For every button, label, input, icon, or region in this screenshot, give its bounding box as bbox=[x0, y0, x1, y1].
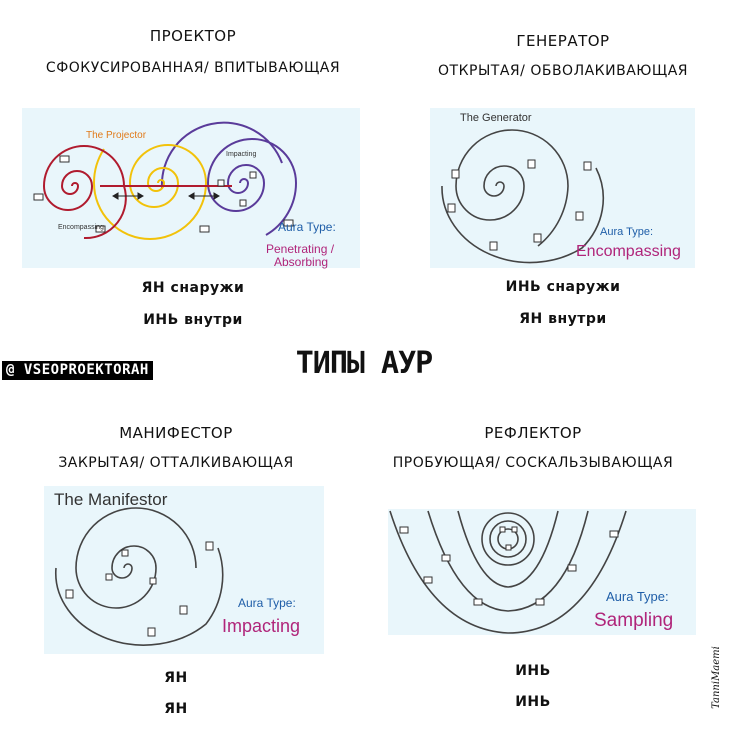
projector-aura-line2: Absorbing bbox=[274, 255, 329, 269]
reflector-note-1: ИНЬ bbox=[515, 663, 551, 679]
manifestor-aura-type-label: Aura Type: bbox=[238, 596, 296, 610]
reflector-aura-type-label: Aura Type: bbox=[606, 589, 669, 604]
manifestor-note-2: ЯН bbox=[164, 701, 188, 717]
projector-subtitle: СФОКУСИРОВАННАЯ/ ВПИТЫВАЮЩАЯ bbox=[45, 60, 341, 76]
manifestor-diagram bbox=[44, 486, 324, 654]
manifestor-panel-label: The Manifestor bbox=[54, 490, 168, 509]
watermark-text: TanniMaemi bbox=[710, 646, 722, 709]
generator-panel-label: The Generator bbox=[460, 112, 532, 124]
instagram-handle: @ VSEOPROEKTORAH bbox=[2, 361, 153, 380]
projector-panel-label: The Projector bbox=[86, 130, 147, 141]
reflector-subtitle: ПРОБУЮЩАЯ/ СОСКАЛЬЗЫВАЮЩАЯ bbox=[392, 455, 674, 471]
generator-subtitle: ОТКРЫТАЯ/ ОБВОЛАКИВАЮЩАЯ bbox=[437, 63, 689, 79]
manifestor-title: МАНИФЕСТОР bbox=[119, 424, 233, 442]
generator-note-2: ЯН внутри bbox=[519, 311, 607, 327]
manifestor-aura-value: Impacting bbox=[222, 616, 301, 636]
projector-note-2: ИНЬ внутри bbox=[143, 312, 243, 328]
projector-diagram bbox=[22, 108, 360, 268]
reflector-aura-value: Sampling bbox=[594, 610, 674, 631]
projector-impacting-label: Impacting bbox=[226, 151, 257, 158]
generator-note-1: ИНЬ снаружи bbox=[505, 279, 621, 295]
watermark bbox=[710, 644, 727, 714]
generator-aura-value: Encompassing bbox=[576, 243, 681, 260]
generator-aura-type-label: Aura Type: bbox=[600, 226, 653, 238]
generator-diagram bbox=[430, 108, 695, 268]
projector-aura-type-label: Aura Type: bbox=[278, 220, 336, 234]
reflector-title: РЕФЛЕКТОР bbox=[484, 424, 582, 442]
reflector-diagram bbox=[388, 509, 696, 635]
generator-title: ГЕНЕРАТОР bbox=[516, 32, 610, 50]
projector-note-1: ЯН снаружи bbox=[141, 280, 245, 296]
projector-aura-line1: Penetrating / bbox=[266, 242, 335, 256]
page-title: ТИПЫ АУР bbox=[295, 346, 433, 381]
manifestor-subtitle: ЗАКРЫТАЯ/ ОТТАЛКИВАЮЩАЯ bbox=[58, 455, 294, 471]
projector-encompassing-label: Encompassing bbox=[58, 224, 104, 231]
reflector-note-2: ИНЬ bbox=[515, 694, 551, 710]
manifestor-note-1: ЯН bbox=[164, 670, 188, 686]
projector-title: ПРОЕКТОР bbox=[149, 27, 237, 45]
